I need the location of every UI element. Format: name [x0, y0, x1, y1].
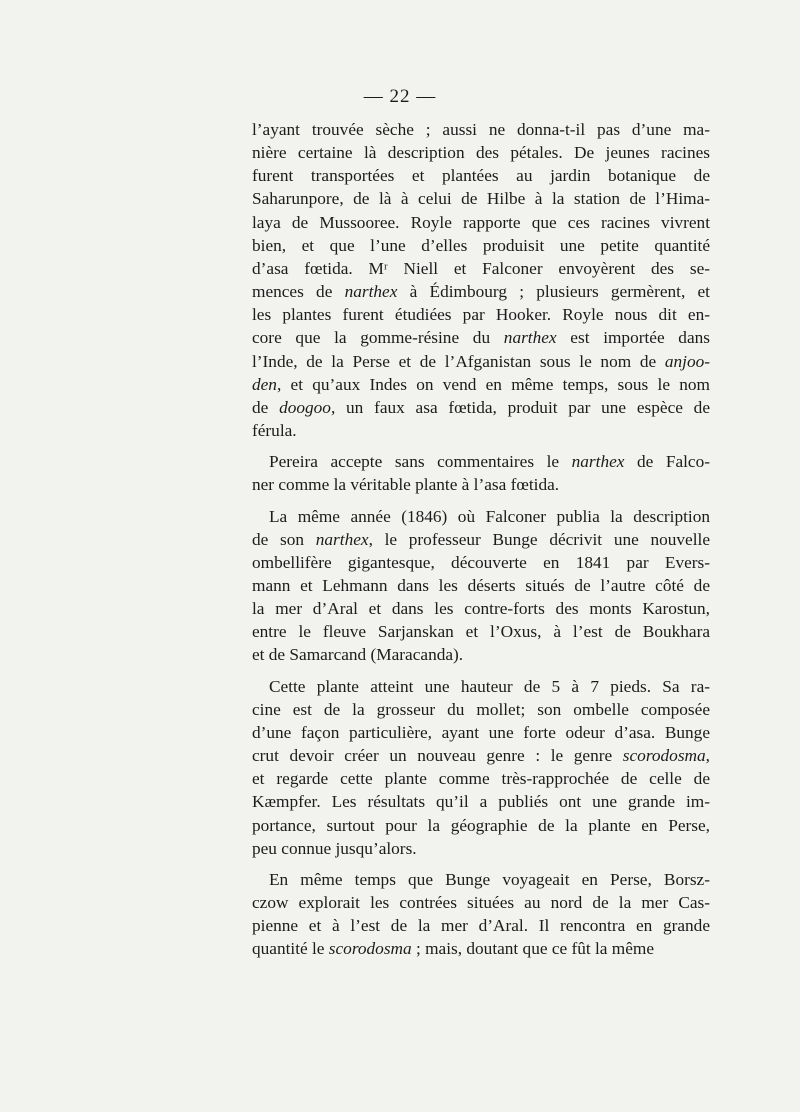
text-line: furent transportées et plantées au jardin botanique de: [252, 166, 710, 186]
text-line: férula.: [252, 421, 297, 441]
text-line: core que la gomme-résine du narthex est importée dans: [252, 328, 710, 348]
page-number: — 22 —: [363, 86, 437, 107]
text-line: Cette plante atteint une hauteur de 5 à 7 pieds. Sa ra-: [269, 676, 710, 696]
text-line: entre le fleuve Sarjanskan et l’Oxus, à l’est de Boukhara: [252, 622, 710, 642]
text-line: pienne et à l’est de la mer d’Aral. Il rencontra en grande: [252, 916, 710, 936]
text-line: la mer d’Aral et dans les contre-forts des monts Karostun,: [252, 599, 710, 619]
text-line: ombellifère gigantesque, découverte en 1841 par Evers-: [252, 552, 710, 572]
text-line: les plantes furent étudiées par Hooker. Royle nous dit en-: [252, 305, 710, 325]
text-line: bien, et que l’une d’elles produisit une petite quantité: [252, 235, 710, 255]
text-line: peu connue jusqu’alors.: [252, 838, 417, 858]
text-line: Kæmpfer. Les résultats qu’il a publiés ont une grande im-: [252, 792, 710, 812]
paragraph: [252, 675, 710, 860]
text-line: cine est de la grosseur du mollet; son ombelle composée: [252, 699, 710, 719]
paragraph: [252, 118, 710, 442]
body-text: [252, 118, 710, 960]
text-line: En même temps que Bunge voyageait en Perse, Borsz-: [269, 869, 710, 889]
text-line: laya de Mussooree. Royle rapporte que ces racines vivrent: [252, 212, 710, 232]
text-line: d’asa fœtida. Mʳ Niell et Falconer envoyèrent des se-: [252, 258, 710, 278]
text-line: d’une façon particulière, ayant une forte odeur d’asa. Bunge: [252, 722, 710, 742]
text-line: den, et qu’aux Indes on vend en même temps, sous le nom: [252, 374, 710, 394]
italic-term: scorodosma: [622, 746, 706, 766]
italic-term: narthex: [571, 452, 625, 472]
italic-term: narthex: [344, 282, 398, 302]
italic-term: doogoo: [279, 397, 331, 417]
paragraph: [252, 505, 710, 667]
text-line: Saharunpore, de là à celui de Hilbe à la station de l’Hima-: [252, 189, 710, 209]
text-line: et de Samarcand (Maracanda).: [252, 645, 464, 665]
italic-term: den: [252, 374, 277, 394]
text-line: La même année (1846) où Falconer publia la description: [269, 506, 710, 526]
text-line: portance, surtout pour la géographie de la plante en Perse,: [252, 815, 710, 835]
text-line: l’ayant trouvée sèche ; aussi ne donna-t-il pas d’une ma-: [252, 120, 710, 139]
text-line: mann et Lehmann dans les déserts situés de l’autre côté de: [252, 575, 710, 595]
paragraph: [252, 450, 710, 496]
text-line: czow explorait les contrées situées au nord de la mer Cas-: [252, 893, 710, 912]
text-line: l’Inde, de la Perse et de l’Afganistan sous le nom de anjoo-: [252, 351, 710, 371]
paragraph: [252, 868, 710, 961]
italic-term: narthex: [315, 529, 369, 549]
text-line: quantité le scorodosma ; mais, doutant que ce fût la même: [252, 939, 655, 959]
italic-term: anjoo-: [664, 351, 710, 371]
text-line: et regarde cette plante comme très-rapprochée de celle de: [252, 769, 710, 789]
italic-term: narthex: [503, 328, 557, 348]
text-line: de son narthex, le professeur Bunge décrivit une nouvelle: [252, 529, 710, 549]
text-line: mences de narthex à Édimbourg ; plusieurs germèrent, et: [252, 282, 710, 302]
text-line: nière certaine là description des pétales. De jeunes racines: [252, 143, 710, 163]
text-line: de doogoo, un faux asa fœtida, produit par une espèce de: [252, 397, 710, 417]
text-line: ner comme la véritable plante à l’asa fœtida.: [252, 475, 560, 495]
italic-term: scorodosma: [328, 939, 412, 959]
text-line: Pereira accepte sans commentaires le narthex de Falco-: [269, 452, 710, 472]
text-line: crut devoir créer un nouveau genre : le genre scorodosma,: [252, 746, 710, 766]
